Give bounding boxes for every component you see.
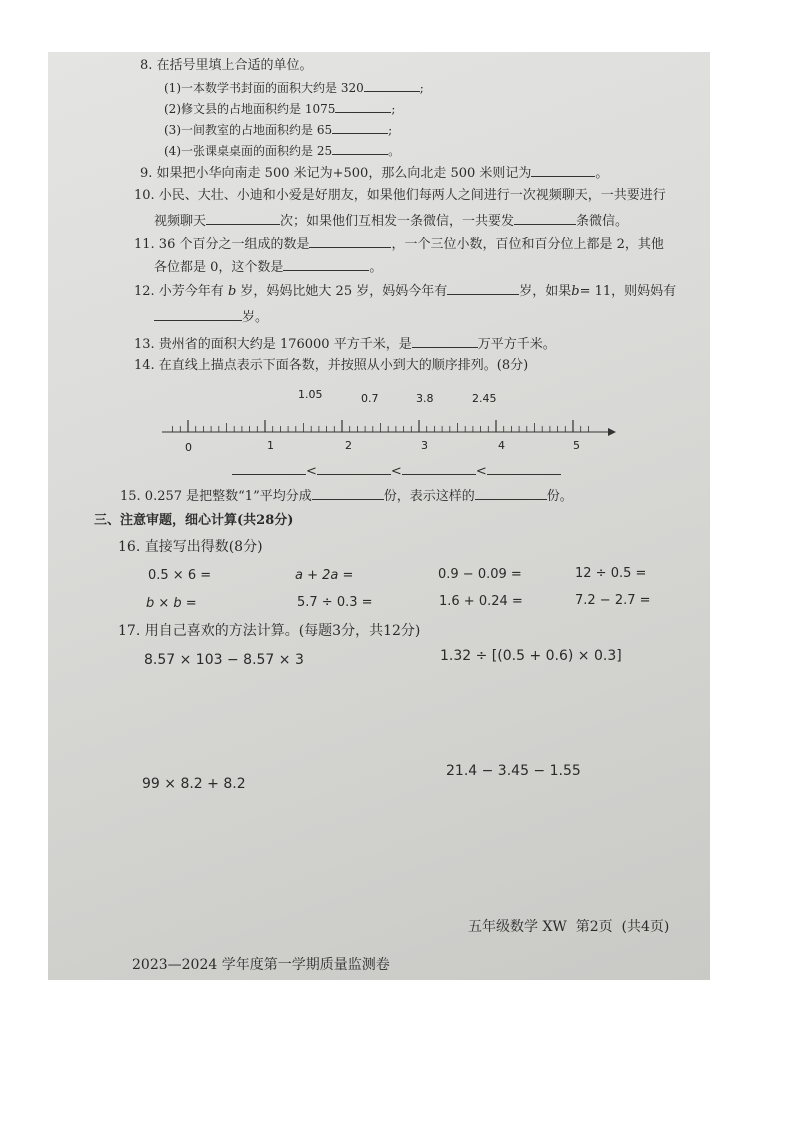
answer-blank[interactable] <box>531 164 595 177</box>
answer-blank[interactable] <box>332 121 388 134</box>
axis-label: 5 <box>573 439 580 452</box>
answer-blank[interactable] <box>309 235 391 248</box>
number-label: 1.05 <box>298 388 323 401</box>
calc-expression: 99 × 8.2 + 8.2 <box>142 776 246 792</box>
axis-label: 0 <box>185 441 192 454</box>
q11-line2: 各位都是 0，这个数是 。 <box>154 260 383 275</box>
answer-blank[interactable] <box>232 462 306 475</box>
axis-ticks <box>173 420 589 432</box>
paper-photo <box>48 52 710 980</box>
q12-line1: 12. 小芳今年有 b 岁，妈妈比她大 25 岁，妈妈今年有 岁，如果b= 11，则妈妈有 <box>134 284 677 299</box>
q8-title: 8. 在括号里填上合适的单位。 <box>140 58 313 73</box>
calc-item: 12 ÷ 0.5 = <box>575 566 647 581</box>
calc-item: b × b = <box>146 596 197 611</box>
order-row: < < < <box>232 462 561 480</box>
calc-item: 7.2 − 2.7 = <box>575 593 651 608</box>
q12-line2: 岁。 <box>154 308 268 326</box>
arrow-icon <box>608 428 616 436</box>
answer-blank[interactable] <box>335 100 391 113</box>
calc-item: 5.7 ÷ 0.3 = <box>297 595 373 610</box>
answer-blank[interactable] <box>514 212 576 225</box>
calc-expression: 8.57 × 103 − 8.57 × 3 <box>144 652 304 668</box>
q14-title: 14. 在直线上描点表示下面各数，并按照从小到大的顺序排列。(8分) <box>134 358 529 373</box>
q8-item-1: (1)一本数学书封面的面积大约是 320 ; <box>164 81 424 95</box>
footer-title: 2023—2024 学年度第一学期质量监测卷 <box>132 957 390 973</box>
q8-item-4: (4)一张课桌桌面的面积约是 25 。 <box>164 144 401 158</box>
answer-blank[interactable] <box>154 308 242 321</box>
q16-title: 16. 直接写出得数(8分) <box>118 539 263 555</box>
q11-line1: 11. 36 个百分之一组成的数是 ，一个三位小数，百位和百分位上都是 2，其他 <box>134 237 664 252</box>
answer-blank[interactable] <box>206 212 280 225</box>
answer-blank[interactable] <box>412 335 478 348</box>
axis-label: 3 <box>421 439 428 452</box>
calc-item: a + 2a = <box>295 568 354 583</box>
section-heading: 三、注意审题，细心计算(共28分) <box>94 513 294 528</box>
q15: 15. 0.257 是把整数“1”平均分成 份，表示这样的 份。 <box>120 489 573 504</box>
answer-blank[interactable] <box>332 142 388 155</box>
number-line <box>148 382 628 462</box>
number-label: 3.8 <box>416 392 434 405</box>
answer-blank[interactable] <box>487 462 561 475</box>
answer-blank[interactable] <box>312 487 384 500</box>
axis-label: 2 <box>345 439 352 452</box>
answer-blank[interactable] <box>364 79 420 92</box>
q10-line2: 视频聊天 次；如果他们互相发一条微信，一共要发 条微信。 <box>154 214 629 229</box>
q8-item-2: (2)修文县的占地面积约是 1075 ; <box>164 102 396 116</box>
answer-blank[interactable] <box>317 462 391 475</box>
answer-blank[interactable] <box>283 258 369 271</box>
axis-label: 1 <box>267 439 274 452</box>
number-label: 2.45 <box>472 392 497 405</box>
calc-expression: 21.4 − 3.45 − 1.55 <box>446 763 581 779</box>
footer-right: 五年级数学 XW 第2页 (共4页) <box>468 919 670 935</box>
calc-item: 0.5 × 6 = <box>148 568 212 583</box>
q9: 9. 如果把小华向南走 500 米记为+500，那么向北走 500 米则记为 。 <box>140 166 609 181</box>
answer-blank[interactable] <box>447 282 519 295</box>
q8-item-3: (3)一间教室的占地面积约是 65 ; <box>164 123 393 137</box>
answer-blank[interactable] <box>402 462 476 475</box>
axis-label: 4 <box>498 439 505 452</box>
q10-line1: 10. 小民、大壮、小迪和小爱是好朋友，如果他们每两人之间进行一次视频聊天，一共要进行 <box>134 188 666 203</box>
number-label: 0.7 <box>361 392 379 405</box>
calc-item: 0.9 − 0.09 = <box>438 567 522 582</box>
answer-blank[interactable] <box>475 487 547 500</box>
q13: 13. 贵州省的面积大约是 176000 平方千米，是 万平方千米。 <box>134 337 556 352</box>
q17-title: 17. 用自己喜欢的方法计算。(每题3分，共12分) <box>118 623 421 639</box>
calc-expression: 1.32 ÷ [(0.5 + 0.6) × 0.3] <box>440 648 622 664</box>
calc-item: 1.6 + 0.24 = <box>439 594 523 609</box>
